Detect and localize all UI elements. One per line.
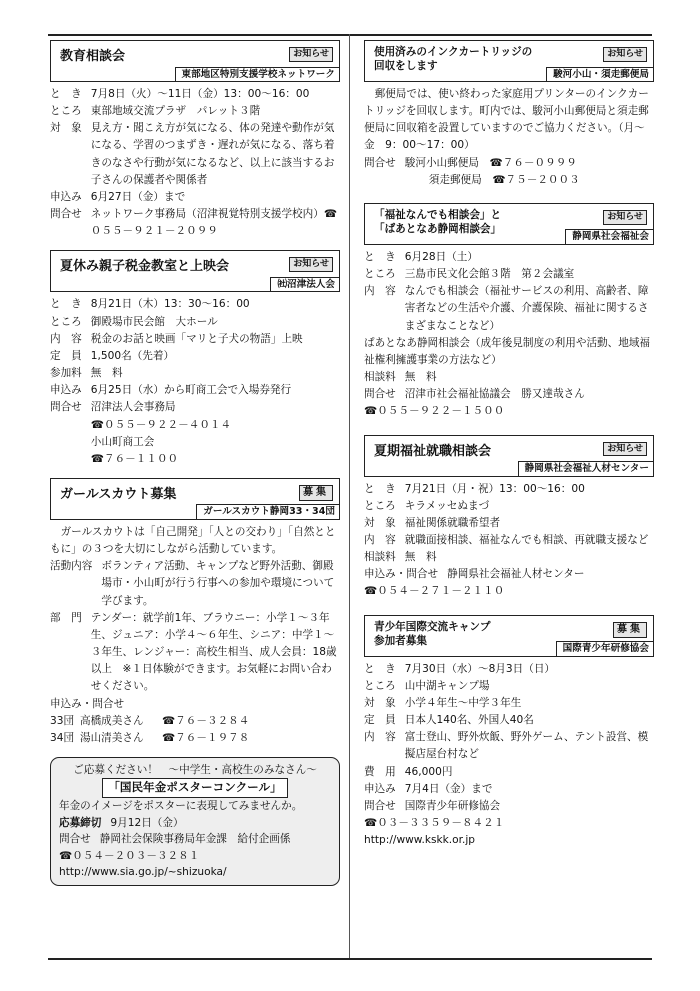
section-title-line2: 回収をします xyxy=(374,60,438,73)
detail-row-place xyxy=(50,103,340,120)
section-title: 夏休み親子税金教室と上映会 xyxy=(60,259,230,275)
label-date: と き xyxy=(364,482,396,495)
value-place: 御殿場市民会館 大ホール xyxy=(90,315,218,328)
detail-row-capacity xyxy=(50,348,340,365)
detail-row-contact xyxy=(59,831,331,847)
detail-row-divisions xyxy=(50,610,340,696)
section-ink-cartridge xyxy=(364,40,654,189)
label-contact: 問合せ xyxy=(59,833,91,846)
section-header xyxy=(50,478,340,520)
value-date: 7月8日（火）～11日（金）13：00～16：00 xyxy=(90,88,310,100)
value-date: 8月21日（木）13：30～16：00 xyxy=(90,298,250,311)
right-column xyxy=(364,40,654,859)
detail-row-cost xyxy=(364,764,654,781)
label-contact: 問合せ xyxy=(364,388,396,401)
detail-row-place xyxy=(364,498,654,515)
detail-row-activities xyxy=(50,558,340,609)
label-content: 内 容 xyxy=(364,731,396,744)
detail-row-contact xyxy=(364,155,654,189)
contact-tel: ☎０５４－２７１－２１１０ xyxy=(364,585,505,598)
organizer-label: 国際青少年研修協会 xyxy=(556,641,654,657)
detail-row-date xyxy=(50,296,340,313)
label-apply-contact: 申込み・問合せ xyxy=(50,697,125,710)
section-welfare-job-fair xyxy=(364,435,654,601)
contact-name-33: 高橋成美さん xyxy=(80,714,144,727)
detail-row-date xyxy=(364,661,654,678)
label-apply: 申込み xyxy=(50,384,82,397)
section-title xyxy=(374,208,501,237)
value-deadline: 9月12日（金） xyxy=(110,816,184,829)
value-place: 東部地域交流プラザ パレット３階 xyxy=(90,105,261,118)
detail-row-fee xyxy=(364,369,654,386)
label-place: ところ xyxy=(364,679,396,692)
contact-row-33 xyxy=(50,713,340,730)
organizer-label: 東部地区特別支援学校ネットワーク xyxy=(175,67,341,83)
value-date: 6月28日（土） xyxy=(404,250,478,263)
detail-row-capacity xyxy=(364,712,654,729)
value-capacity: 1,500名（先着） xyxy=(90,349,175,362)
label-apply: 申込み xyxy=(364,782,396,795)
label-target: 対 象 xyxy=(50,122,82,135)
label-fee: 相談料 xyxy=(364,551,396,564)
contact-row-34 xyxy=(50,730,340,747)
detail-row-fee xyxy=(364,549,654,566)
label-fee: 相談料 xyxy=(364,371,396,384)
detail-row-fee xyxy=(50,365,340,382)
detail-row-target xyxy=(364,515,654,532)
intro-text: ガールスカウトは「自己開発」「人との交わり」「自然とともに」の３つを大切にしながら活動しています。 xyxy=(50,525,336,556)
label-content: 内 容 xyxy=(50,332,82,345)
detail-row-contact xyxy=(364,386,654,403)
label-divisions: 部 門 xyxy=(50,611,82,624)
value-contact: ネットワーク事務局（沼津視覚特別支援学校内）☎０５５－９２１－２０９９ xyxy=(90,208,338,238)
label-target: 対 象 xyxy=(364,696,396,709)
detail-row-apply xyxy=(50,189,340,206)
value-target: 福祉関係就職希望者 xyxy=(404,516,501,529)
detail-row-content xyxy=(364,532,654,549)
section-header xyxy=(50,250,340,292)
section-title-line2: 「ぱあとなあ静岡相談会」 xyxy=(374,223,502,236)
label-content: 内 容 xyxy=(364,533,396,546)
section-title: 夏期福祉就職相談会 xyxy=(374,443,492,459)
label-contact: 問合せ xyxy=(364,799,396,812)
contest-body: 年金のイメージをポスターに表現してみませんか。 xyxy=(59,800,303,813)
organizer-label: 静岡県社会福祉人材センター xyxy=(518,461,654,477)
label-activities: 活動内容 xyxy=(50,560,93,573)
organizer-label: 駿河小山・須走郵便局 xyxy=(546,67,654,83)
section-header xyxy=(364,435,654,477)
contact-tel-34: ☎７６－１９７８ xyxy=(162,731,250,744)
left-column xyxy=(50,40,340,886)
section-title-line1: 使用済みのインクカートリッジの xyxy=(374,46,533,58)
detail-row-contact xyxy=(50,399,340,468)
detail-row-place xyxy=(364,266,654,283)
label-capacity: 定 員 xyxy=(364,714,396,727)
detail-row-date xyxy=(50,86,340,103)
detail-row-place xyxy=(50,314,340,331)
section-title-line1: 「福祉なんでも相談会」と xyxy=(374,208,502,221)
label-date: と き xyxy=(50,298,82,311)
detail-row-contact xyxy=(50,206,340,240)
value-cost: 46,000円 xyxy=(404,765,453,778)
bottom-rule xyxy=(48,958,652,960)
column-divider xyxy=(349,34,350,958)
value-content: 税金のお話と映画「マリと子犬の物語」上映 xyxy=(90,332,303,345)
contact-line-2: 須走郵便局 ☎７５－２００３ xyxy=(428,173,580,186)
label-capacity: 定 員 xyxy=(50,349,82,362)
value-target: 見え方・聞こえ方が気になる、体の発達や動作が気になる、学習のつまずき・遅れが気になる、落ち着きのなさや行動が気になるなど、以上に該当するお子さんの保護者や関係者 xyxy=(90,122,335,186)
detail-row-apply-contact xyxy=(364,566,654,583)
label-cost: 費 用 xyxy=(364,765,396,778)
contest-header: ご応募ください！ ～中学生・高校生のみなさん～ xyxy=(73,764,317,776)
label-deadline: 応募締切 xyxy=(59,816,102,829)
label-apply-contact: 申込み・問合せ xyxy=(364,568,439,581)
value-content: 就職面接相談、福祉なんでも相談、再就職支援など xyxy=(404,533,649,546)
contact-org-1: 沼津法人会事務局 xyxy=(90,401,176,414)
contact-tel: ☎０５４－２０３－３２８１ xyxy=(59,849,200,862)
detail-row-content xyxy=(50,331,340,348)
value-place: 山中湖キャンプ場 xyxy=(404,679,490,692)
detail-row-place xyxy=(364,678,654,695)
section-header xyxy=(364,203,654,245)
label-place: ところ xyxy=(50,315,82,328)
section-international-camp xyxy=(364,615,654,850)
label-contact: 問合せ xyxy=(50,208,82,221)
value-content: なんでも相談会（福祉サービスの利用、高齢者、障害者などの生活や介護、介護保険、福祉に関するさまざまなことなど） xyxy=(404,285,649,332)
value-content: 富士登山、野外炊飯、野外ゲーム、テント設営、模擬店屋台村など xyxy=(404,731,649,761)
value-apply-contact: 静岡県社会福祉人材センター xyxy=(447,568,585,581)
notice-tag: お知らせ xyxy=(603,210,647,225)
detail-row-content xyxy=(364,729,654,763)
section-title xyxy=(374,45,532,74)
label-place: ところ xyxy=(364,499,396,512)
partner-consultation-text: ぱあとなあ静岡相談会（成年後見制度の利用や活動、地域福祉権利擁護事業の方法など） xyxy=(364,336,651,366)
website-url[interactable]: http://www.sia.go.jp/~shizuoka/ xyxy=(59,866,227,878)
label-contact: 問合せ xyxy=(50,401,82,414)
label-fee: 参加料 xyxy=(50,367,82,380)
detail-row-contact xyxy=(364,798,654,815)
value-place: キラメッセぬまづ xyxy=(404,499,490,512)
detail-row-date xyxy=(364,249,654,266)
contest-title: 「国民年金ポスターコンクール」 xyxy=(102,778,287,798)
organizer-label: 静岡県社会福祉会 xyxy=(565,229,654,245)
label-date: と き xyxy=(364,250,396,263)
value-apply: 6月25日（水）から町商工会で入場券発行 xyxy=(90,384,292,397)
section-title xyxy=(374,620,491,649)
value-contact: 沼津市社会福祉協議会 勝又達哉さん xyxy=(404,388,585,401)
detail-row-deadline xyxy=(59,815,331,831)
contact-org-2: 小山町商工会 xyxy=(90,435,155,448)
top-rule xyxy=(48,34,652,36)
section-girl-scout xyxy=(50,478,340,747)
contact-tel-1: ☎０５５－９２２－４０１４ xyxy=(90,418,232,431)
team-33: 33団 xyxy=(50,714,75,727)
label-place: ところ xyxy=(50,105,82,118)
body-text: 郵便局では、使い終わった家庭用プリンターのインクカートリッジを回収します。町内では、駿河小山郵便局と須走郵便局に回収箱を設置していますのでご協力ください。（月～金 9：00～17：00） xyxy=(364,88,649,152)
contact-name-34: 湯山清美さん xyxy=(80,731,144,744)
section-header xyxy=(364,40,654,82)
organizer-label: ㈳沼津法人会 xyxy=(270,277,340,293)
section-title-line1: 青少年国際交流キャンプ xyxy=(374,620,491,633)
contact-tel: ☎０３－３３５９－８４２１ xyxy=(364,817,505,829)
value-divisions: テンダー：就学前1年、ブラウニー：小学１～３年生、ジュニア：小学４～６年生、シニア：中学１～３年生、レンジャー：高校生相当、成人会員：18歳以上 ※１日体験ができます。お気軽にお問い合わせください。 xyxy=(90,611,337,693)
contact-tel: ☎０５５－９２２－１５００ xyxy=(364,405,505,418)
value-fee: 無 料 xyxy=(90,367,123,380)
notice-tag: お知らせ xyxy=(603,47,647,62)
label-apply: 申込み xyxy=(50,190,82,203)
contact-tel-33: ☎７６－３２８４ xyxy=(162,714,250,727)
detail-row-target xyxy=(364,695,654,712)
notice-tag: お知らせ xyxy=(603,442,647,457)
section-title-line2: 参加者募集 xyxy=(374,634,427,647)
pension-poster-contest-box xyxy=(50,757,340,886)
contact-line-1: 駿河小山郵便局 ☎７６－０９９９ xyxy=(404,156,577,169)
value-contact: 国際青少年研修協会 xyxy=(404,799,501,812)
section-header xyxy=(50,40,340,82)
organizer-label: ガールスカウト静岡33・34団 xyxy=(196,504,340,520)
value-target: 小学４年生～中学３年生 xyxy=(404,696,522,709)
label-target: 対 象 xyxy=(364,516,396,529)
notice-tag: お知らせ xyxy=(289,47,333,62)
detail-row-apply xyxy=(50,382,340,399)
value-contact: 静岡社会保険事務局年金課 給付企画係 xyxy=(99,833,291,846)
value-activities: ボランティア活動、キャンプなど野外活動、御殿場市・小山町が行う行事への参加や環境について学びます。 xyxy=(101,560,335,607)
value-fee: 無 料 xyxy=(404,551,437,564)
notice-tag: お知らせ xyxy=(289,257,333,272)
section-education-consultation xyxy=(50,40,340,240)
value-apply: 6月27日（金）まで xyxy=(90,190,186,203)
value-date: 7月30日（水）～8月3日（日） xyxy=(404,662,556,675)
recruit-tag: 募集 xyxy=(613,622,647,638)
section-tax-class xyxy=(50,250,340,468)
label-contact: 問合せ xyxy=(364,156,396,169)
label-content: 内 容 xyxy=(364,285,396,298)
section-welfare-consultation xyxy=(364,203,654,421)
section-title: ガールスカウト募集 xyxy=(60,486,177,502)
detail-row-apply xyxy=(364,781,654,798)
detail-row-content xyxy=(364,283,654,334)
team-34: 34団 xyxy=(50,731,75,744)
value-apply: 7月4日（金）まで xyxy=(404,782,493,795)
value-capacity: 日本人140名、外国人40名 xyxy=(404,714,534,727)
value-date: 7月21日（月・祝）13：00～16：00 xyxy=(404,482,585,495)
section-title: 教育相談会 xyxy=(60,49,126,64)
website-url[interactable]: http://www.kskk.or.jp xyxy=(364,834,476,847)
value-fee: 無 料 xyxy=(404,371,437,384)
label-date: と き xyxy=(50,88,82,100)
section-header xyxy=(364,615,654,657)
contact-tel-2: ☎７６－１１００ xyxy=(90,452,179,465)
detail-row-target xyxy=(50,120,340,189)
label-place: ところ xyxy=(364,268,396,281)
recruit-tag: 募集 xyxy=(299,485,333,501)
value-place: 三島市民文化会館３階 第２会議室 xyxy=(404,268,575,281)
label-date: と き xyxy=(364,662,396,675)
detail-row-date xyxy=(364,481,654,498)
